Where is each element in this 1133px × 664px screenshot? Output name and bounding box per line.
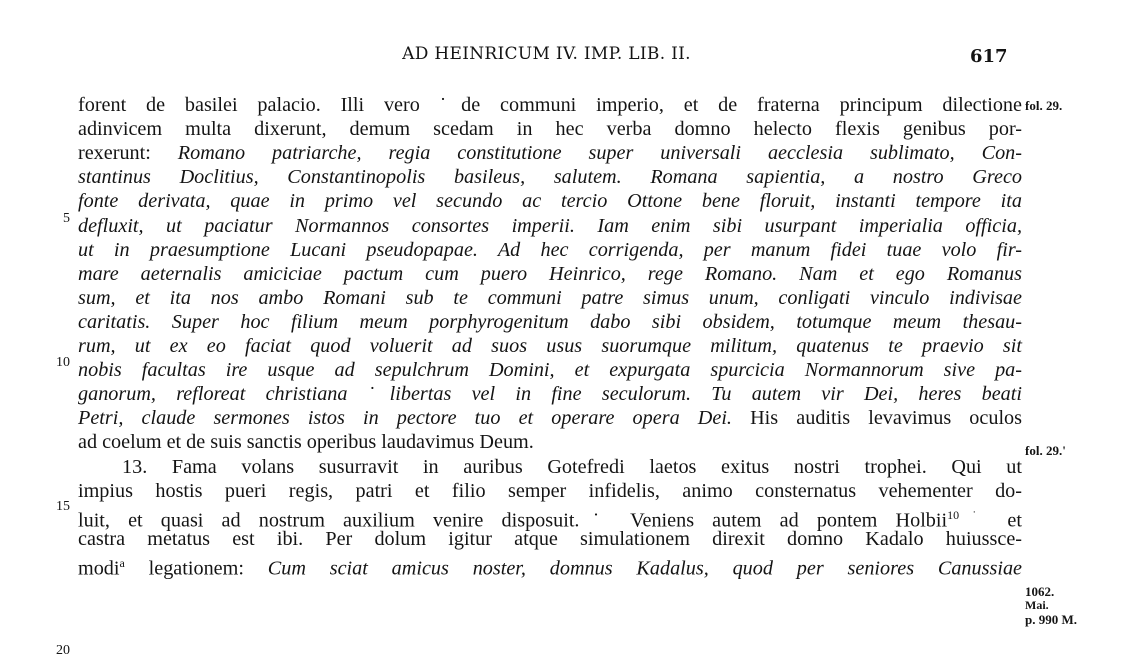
italic-text-segment: defluxit, ut paciatur Normannos consortes imperii. Iam enim sibi usurpant imperialia officia, xyxy=(78,215,1022,237)
italic-text-segment: stantinus Doclitius, Constantinopolis basileus, salutem. Romana sapientia, a nostro Greco xyxy=(78,166,1022,188)
margin-note-page-ref: p. 990 M. xyxy=(1025,612,1077,627)
text-segment: legationem: xyxy=(124,557,268,580)
italic-text-segment: caritatis. Super hoc filium meum porphyrogenitum dabo sibi obsidem, totumque meum thesau- xyxy=(78,311,1022,333)
italic-text-segment: ganorum, refloreat christiana ˙libertas vel in fine seculorum. Tu autem vir Dei, heres beati xyxy=(78,383,1022,405)
text-segment: luit, et quasi ad nostrum auxilium venire disposuit.˙ Veniens autem ad pontem Holbii xyxy=(78,509,948,532)
text-line xyxy=(78,502,1022,532)
margin-note-year: 1062. xyxy=(1025,584,1055,599)
running-header-title: AD HEINRICUM IV. IMP. LIB. II. xyxy=(402,44,691,64)
text-line xyxy=(122,454,1022,480)
text-line xyxy=(78,285,1022,311)
page-number: 617 xyxy=(970,46,1008,67)
text-line xyxy=(78,405,1022,431)
text-line xyxy=(78,309,1022,335)
text-line xyxy=(78,237,1022,263)
text-line xyxy=(78,429,1022,455)
italic-text-segment: rum, ut ex eo faciat quod voluerit ad suos usus suorumque militum, quatenus te praevio sit xyxy=(78,335,1022,357)
text-line xyxy=(78,381,1022,407)
italic-text-segment: ut in praesumptione Lucani pseudopapae. Ad hec corrigenda, per manum fidei tuae volo fir- xyxy=(78,239,1022,261)
italic-text-segment: Cum sciat amicus noster, domnus Kadalus, quod per seniores Canussiae xyxy=(267,557,1022,580)
italic-text-segment: Petri, claude sermones istos in pectore tuo et operare opera Dei. xyxy=(78,407,732,429)
line-number-10: 10 xyxy=(56,355,70,370)
text-segment: ad coelum et de suis sanctis operibus laudavimus Deum. xyxy=(78,431,534,453)
text-line xyxy=(78,164,1022,190)
text-segment: castra metatus est ibi. Per dolum igitur atque simulationem direxit domno Kadalo huiussce- xyxy=(78,528,1022,550)
footnote-mark: a xyxy=(119,556,125,570)
margin-note-month: Mai. xyxy=(1025,598,1049,612)
text-segment: 13. Fama volans susurravit in auribus Gotefredi laetos exitus nostri trophei. Qui ut xyxy=(122,456,1022,478)
text-line xyxy=(78,357,1022,383)
text-line xyxy=(78,92,1022,118)
text-line xyxy=(78,188,1022,214)
text-line xyxy=(78,261,1022,287)
text-segment: et xyxy=(989,509,1022,532)
italic-text-segment: fonte derivata, quae in primo vel secundo ac tercio Ottone bene floruit, instanti tempore ita xyxy=(78,190,1022,212)
margin-note-folio-verso: fol. 29.' xyxy=(1025,443,1066,458)
italic-text-segment: nobis facultas ire usque ad sepulchrum Domini, et expurgata spurcicia Normannorum sive pa- xyxy=(78,359,1022,381)
text-line xyxy=(78,333,1022,359)
italic-text-segment: sum, et ita nos ambo Romani sub te communi patre simus unum, conligati vinculo indivisae xyxy=(78,287,1022,309)
footnote-mark: 10˙ xyxy=(947,508,990,522)
line-number-15: 15 xyxy=(56,499,70,514)
text-line xyxy=(78,140,1022,166)
text-segment: His auditis levavimus oculos xyxy=(731,407,1023,429)
text-segment: impius hostis pueri regis, patri et filio semper infidelis, animo consternatus vehementer do- xyxy=(78,480,1022,502)
text-line xyxy=(78,213,1022,239)
italic-text-segment: Romano patriarche, regia constitutione super universali aecclesia sublimato, Con- xyxy=(177,142,1022,164)
margin-note-folio: fol. 29. xyxy=(1025,98,1063,113)
text-line xyxy=(78,116,1022,142)
text-segment: forent de basilei palacio. Illi vero ˙de communi imperio, et de fraterna principum dilectione xyxy=(78,94,1022,116)
text-segment: rexerunt: xyxy=(78,142,178,164)
italic-text-segment: mare aeternalis amiciciae pactum cum puero Heinrico, rege Romano. Nam et ego Romanus xyxy=(78,263,1022,285)
text-line xyxy=(78,550,1022,580)
text-line xyxy=(78,478,1022,504)
line-number-5: 5 xyxy=(63,211,70,226)
text-segment: adinvicem multa dixerunt, demum scedam in hec verba domno helecto flexis genibus por- xyxy=(78,118,1022,140)
text-segment: modi xyxy=(78,557,120,580)
text-line xyxy=(78,526,1022,552)
line-number-20: 20 xyxy=(56,643,70,658)
